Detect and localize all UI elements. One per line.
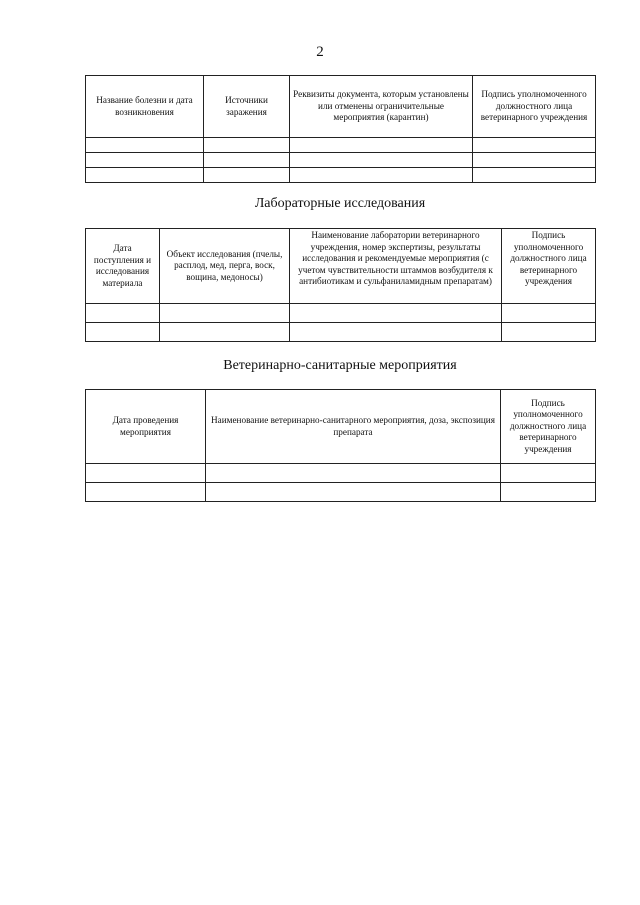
header-official-signature: Подпись уполномоченного должностного лица ветеринарного учреждения (473, 76, 596, 138)
table-row (86, 138, 596, 153)
table-cell (473, 168, 596, 183)
table-cell (501, 464, 596, 483)
table-header-row (86, 390, 596, 464)
table-cell (204, 153, 290, 168)
table-cell (160, 304, 290, 323)
table-cell (206, 464, 501, 483)
header-quarantine-document: Реквизиты документа, которым установлены или отменены ограничительные мероприятия (карантин) (290, 76, 473, 138)
header-receipt-date: Дата поступления и исследования материала (86, 229, 160, 304)
table-cell (204, 168, 290, 183)
disease-table (85, 75, 596, 183)
table-header-row (86, 76, 596, 138)
table-cell (473, 138, 596, 153)
table-cell (290, 168, 473, 183)
table-cell (290, 138, 473, 153)
table-cell (86, 168, 204, 183)
table-cell (502, 304, 596, 323)
section-title-lab: Лабораторные исследования (254, 196, 426, 211)
table-row (86, 464, 596, 483)
header-event-name: Наименование ветеринарно-санитарного мероприятия, доза, экспозиция препарата (206, 390, 501, 464)
header-official-signature: Подпись уполномоченного должностного лица ветеринарного учреждения (502, 229, 596, 304)
table-cell (501, 483, 596, 502)
table-cell (86, 483, 206, 502)
table-cell (86, 138, 204, 153)
table-row (86, 483, 596, 502)
section-title-sanitary: Ветеринарно-санитарные мероприятия (223, 358, 457, 373)
table-cell (86, 304, 160, 323)
table-cell (160, 323, 290, 342)
table-row (86, 304, 596, 323)
table-row (86, 153, 596, 168)
table-cell (204, 138, 290, 153)
header-infection-sources: Источники заражения (204, 76, 290, 138)
table-header-row (86, 229, 596, 304)
table-cell (206, 483, 501, 502)
header-event-date: Дата проведения мероприятия (86, 390, 206, 464)
table-cell (86, 153, 204, 168)
header-official-signature: Подпись уполномоченного должностного лица ветеринарного учреждения (501, 390, 596, 464)
sanitary-table (85, 389, 596, 502)
table-cell (86, 323, 160, 342)
table-cell (290, 304, 502, 323)
page-number: 2 (316, 44, 324, 60)
table-cell (290, 323, 502, 342)
lab-table (85, 228, 596, 342)
table-row (86, 168, 596, 183)
table-cell (290, 153, 473, 168)
table-cell (473, 153, 596, 168)
header-research-object: Объект исследования (пчелы, расплод, мед, перга, воск, вощина, медоносы) (160, 229, 290, 304)
table-cell (502, 323, 596, 342)
header-lab-name: Наименование лаборатории ветеринарного учреждения, номер экспертизы, результаты исследования и рекомендуемые мероприятия (с учетом чувствительности штаммов возбудителя к антибиотикам и сульфаниламидным препаратам) (290, 229, 502, 304)
table-row (86, 323, 596, 342)
header-disease-name: Название болезни и дата возникновения (86, 76, 204, 138)
table-cell (86, 464, 206, 483)
